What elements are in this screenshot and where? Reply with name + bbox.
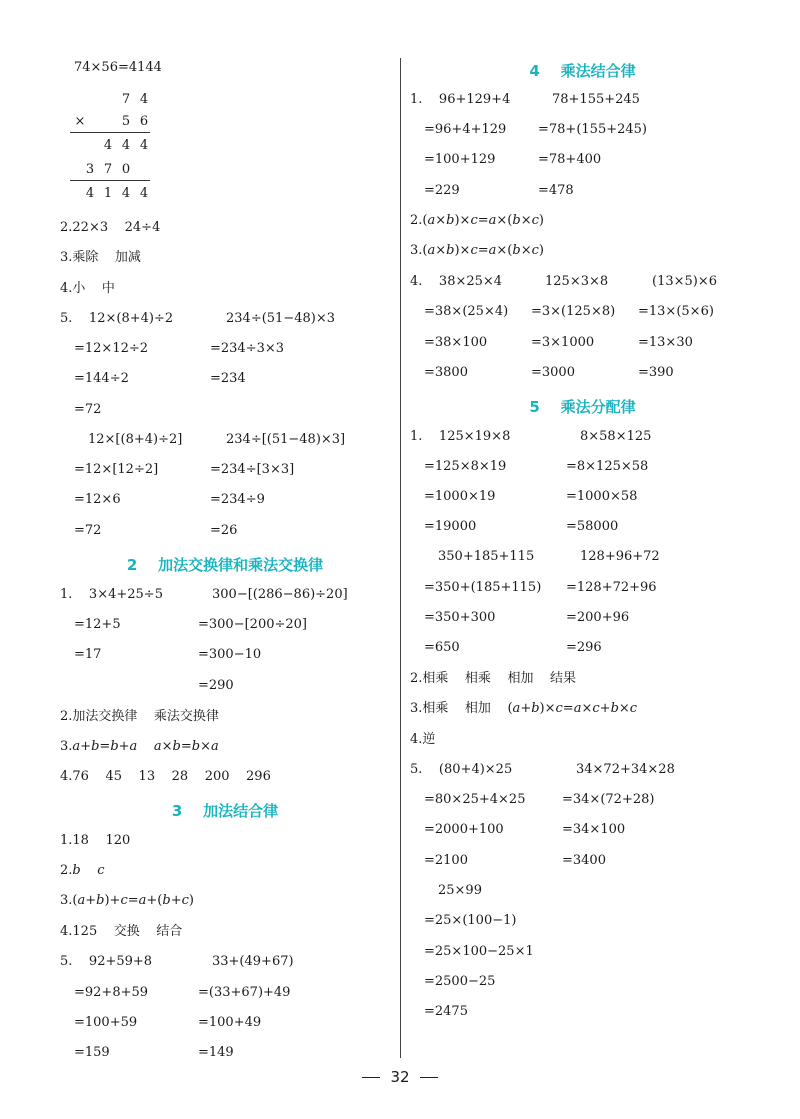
footer-dash	[420, 1077, 438, 1078]
answer-line: =234÷3×3	[210, 341, 285, 356]
answer-line: =350+(185+115)	[424, 580, 542, 595]
digit: 3	[85, 162, 95, 177]
answer-line: 5. 92+59+8	[60, 954, 153, 969]
answer-line: 3.(a+b)+c=a+(b+c)	[60, 893, 194, 908]
answer-line: 125×3×8	[545, 274, 609, 289]
answer-line: =3×(125×8)	[531, 304, 616, 319]
answer-line: 4. 38×25×4	[410, 274, 503, 289]
answer-line: (13×5)×6	[652, 274, 718, 289]
answer-line: 74×56=4144	[74, 60, 162, 75]
digit: 4	[121, 186, 131, 201]
answer-line: =234	[210, 371, 246, 386]
answer-line: 1. 125×19×8	[410, 429, 511, 444]
answer-line: =390	[638, 365, 674, 380]
answer-line: =38×100	[424, 335, 488, 350]
answer-line: =128+72+96	[566, 580, 657, 595]
answer-line: 1. 96+129+4	[410, 92, 511, 107]
rule-line	[70, 132, 150, 133]
multiply-sign: ×	[74, 114, 86, 129]
answer-line: =234÷[3×3]	[210, 462, 295, 477]
vertical-multiplication	[70, 92, 160, 204]
answer-line: 2.(a×b)×c=a×(b×c)	[410, 213, 544, 228]
answer-line: =100+129	[424, 152, 496, 167]
answer-line: =19000	[424, 519, 477, 534]
digit: 7	[121, 92, 131, 107]
answer-line: =12×6	[74, 492, 121, 507]
answer-line: =234÷9	[210, 492, 265, 507]
answer-line: =100+59	[74, 1015, 138, 1030]
section-heading: 2 加法交换律和乘法交换律	[126, 556, 324, 574]
answer-line: 1. 3×4+25÷5	[60, 587, 163, 602]
answer-line: =34×(72+28)	[562, 792, 655, 807]
answer-line: =125×8×19	[424, 459, 507, 474]
answer-line: 34×72+34×28	[576, 762, 675, 777]
answer-line: 4.逆	[410, 732, 436, 747]
answer-line: =(33+67)+49	[198, 985, 291, 1000]
answer-line: 128+96+72	[580, 549, 660, 564]
answer-line: =78+(155+245)	[538, 122, 647, 137]
answer-line: 3.a+b=b+a a×b=b×a	[60, 739, 219, 754]
answer-line: 5. (80+4)×25	[410, 762, 513, 777]
answer-line: =296	[566, 640, 602, 655]
answer-line: 3.相乘 相加 (a+b)×c=a×c+b×c	[410, 701, 638, 716]
answer-line: =2100	[424, 853, 468, 868]
answer-line: 4.小 中	[60, 281, 115, 296]
answer-line: =229	[424, 183, 460, 198]
answer-line: =159	[74, 1045, 110, 1060]
answer-line: 3.(a×b)×c=a×(b×c)	[410, 243, 544, 258]
answer-line: 2.b c	[60, 863, 105, 878]
answer-line: 2.相乘 相乘 相加 结果	[410, 671, 576, 686]
answer-line: 2.22×3 24÷4	[60, 220, 161, 235]
answer-line: 4.125 交换 结合	[60, 924, 183, 939]
answer-line: =200+96	[566, 610, 630, 625]
answer-line: 2.加法交换律 乘法交换律	[60, 709, 219, 724]
answer-line: =38×(25×4)	[424, 304, 509, 319]
answer-line: =2000+100	[424, 822, 504, 837]
answer-line: 234÷(51−48)×3	[226, 311, 335, 326]
answer-line: =58000	[566, 519, 619, 534]
answer-line: =80×25+4×25	[424, 792, 526, 807]
section-heading: 5 乘法分配律	[529, 398, 636, 416]
digit: 5	[121, 114, 131, 129]
section-heading: 3 加法结合律	[171, 802, 279, 820]
column-divider	[400, 58, 401, 1058]
answer-line: =3800	[424, 365, 468, 380]
answer-line: =78+400	[538, 152, 602, 167]
answer-line: 234÷[(51−48)×3]	[226, 432, 346, 447]
digit: 4	[139, 186, 149, 201]
digit: 4	[139, 92, 149, 107]
answer-line: =96+4+129	[424, 122, 507, 137]
answer-line: =13×(5×6)	[638, 304, 714, 319]
answer-line: 33+(49+67)	[212, 954, 294, 969]
answer-line: =25×100−25×1	[424, 944, 534, 959]
page-footer	[0, 1068, 800, 1086]
digit: 1	[103, 186, 113, 201]
answer-line: =478	[538, 183, 574, 198]
digit: 6	[139, 114, 149, 129]
rule-line	[70, 180, 150, 181]
section-heading: 4 乘法结合律	[529, 62, 636, 80]
answer-line: =17	[74, 647, 102, 662]
answer-line: 300−[(286−86)÷20]	[212, 587, 348, 602]
answer-line: =12×[12÷2]	[74, 462, 159, 477]
answer-line: =290	[198, 678, 234, 693]
answer-line: =25×(100−1)	[424, 913, 517, 928]
digit: 0	[121, 162, 131, 177]
answer-line: =8×125×58	[566, 459, 649, 474]
answer-line: 8×58×125	[580, 429, 652, 444]
answer-line: 1.18 120	[60, 833, 131, 848]
answer-line: 3.乘除 加减	[60, 250, 141, 265]
answer-line: =2500−25	[424, 974, 496, 989]
answer-line: 350+185+115	[438, 549, 535, 564]
answer-line: =3×1000	[531, 335, 595, 350]
footer-dash	[362, 1077, 380, 1078]
answer-line: =3400	[562, 853, 606, 868]
answer-line: =350+300	[424, 610, 496, 625]
answer-line: =2475	[424, 1004, 468, 1019]
answer-line: =92+8+59	[74, 985, 149, 1000]
digit: 4	[85, 186, 95, 201]
answer-line: 5. 12×(8+4)÷2	[60, 311, 174, 326]
answer-line: =34×100	[562, 822, 626, 837]
digit: 4	[121, 138, 131, 153]
answer-line: 78+155+245	[552, 92, 640, 107]
answer-line: =650	[424, 640, 460, 655]
page-number: 32	[390, 1068, 410, 1086]
answer-line: =1000×58	[566, 489, 638, 504]
digit: 4	[139, 138, 149, 153]
answer-line: =13×30	[638, 335, 693, 350]
answer-line: 4.76 45 13 28 200 296	[60, 769, 271, 784]
answer-line: =12+5	[74, 617, 121, 632]
answer-line: =3000	[531, 365, 575, 380]
answer-line: =12×12÷2	[74, 341, 149, 356]
answer-line: =300−10	[198, 647, 262, 662]
answer-line: =144÷2	[74, 371, 129, 386]
answer-line: =300−[200÷20]	[198, 617, 307, 632]
answer-line: =149	[198, 1045, 234, 1060]
answer-line: =1000×19	[424, 489, 496, 504]
answer-line: =100+49	[198, 1015, 262, 1030]
digit: 7	[103, 162, 113, 177]
answer-line: 25×99	[438, 883, 482, 898]
digit: 4	[103, 138, 113, 153]
answer-line: =72	[74, 402, 102, 417]
answer-line: 12×[(8+4)÷2]	[88, 432, 183, 447]
answer-line: =72	[74, 523, 102, 538]
answer-line: =26	[210, 523, 238, 538]
